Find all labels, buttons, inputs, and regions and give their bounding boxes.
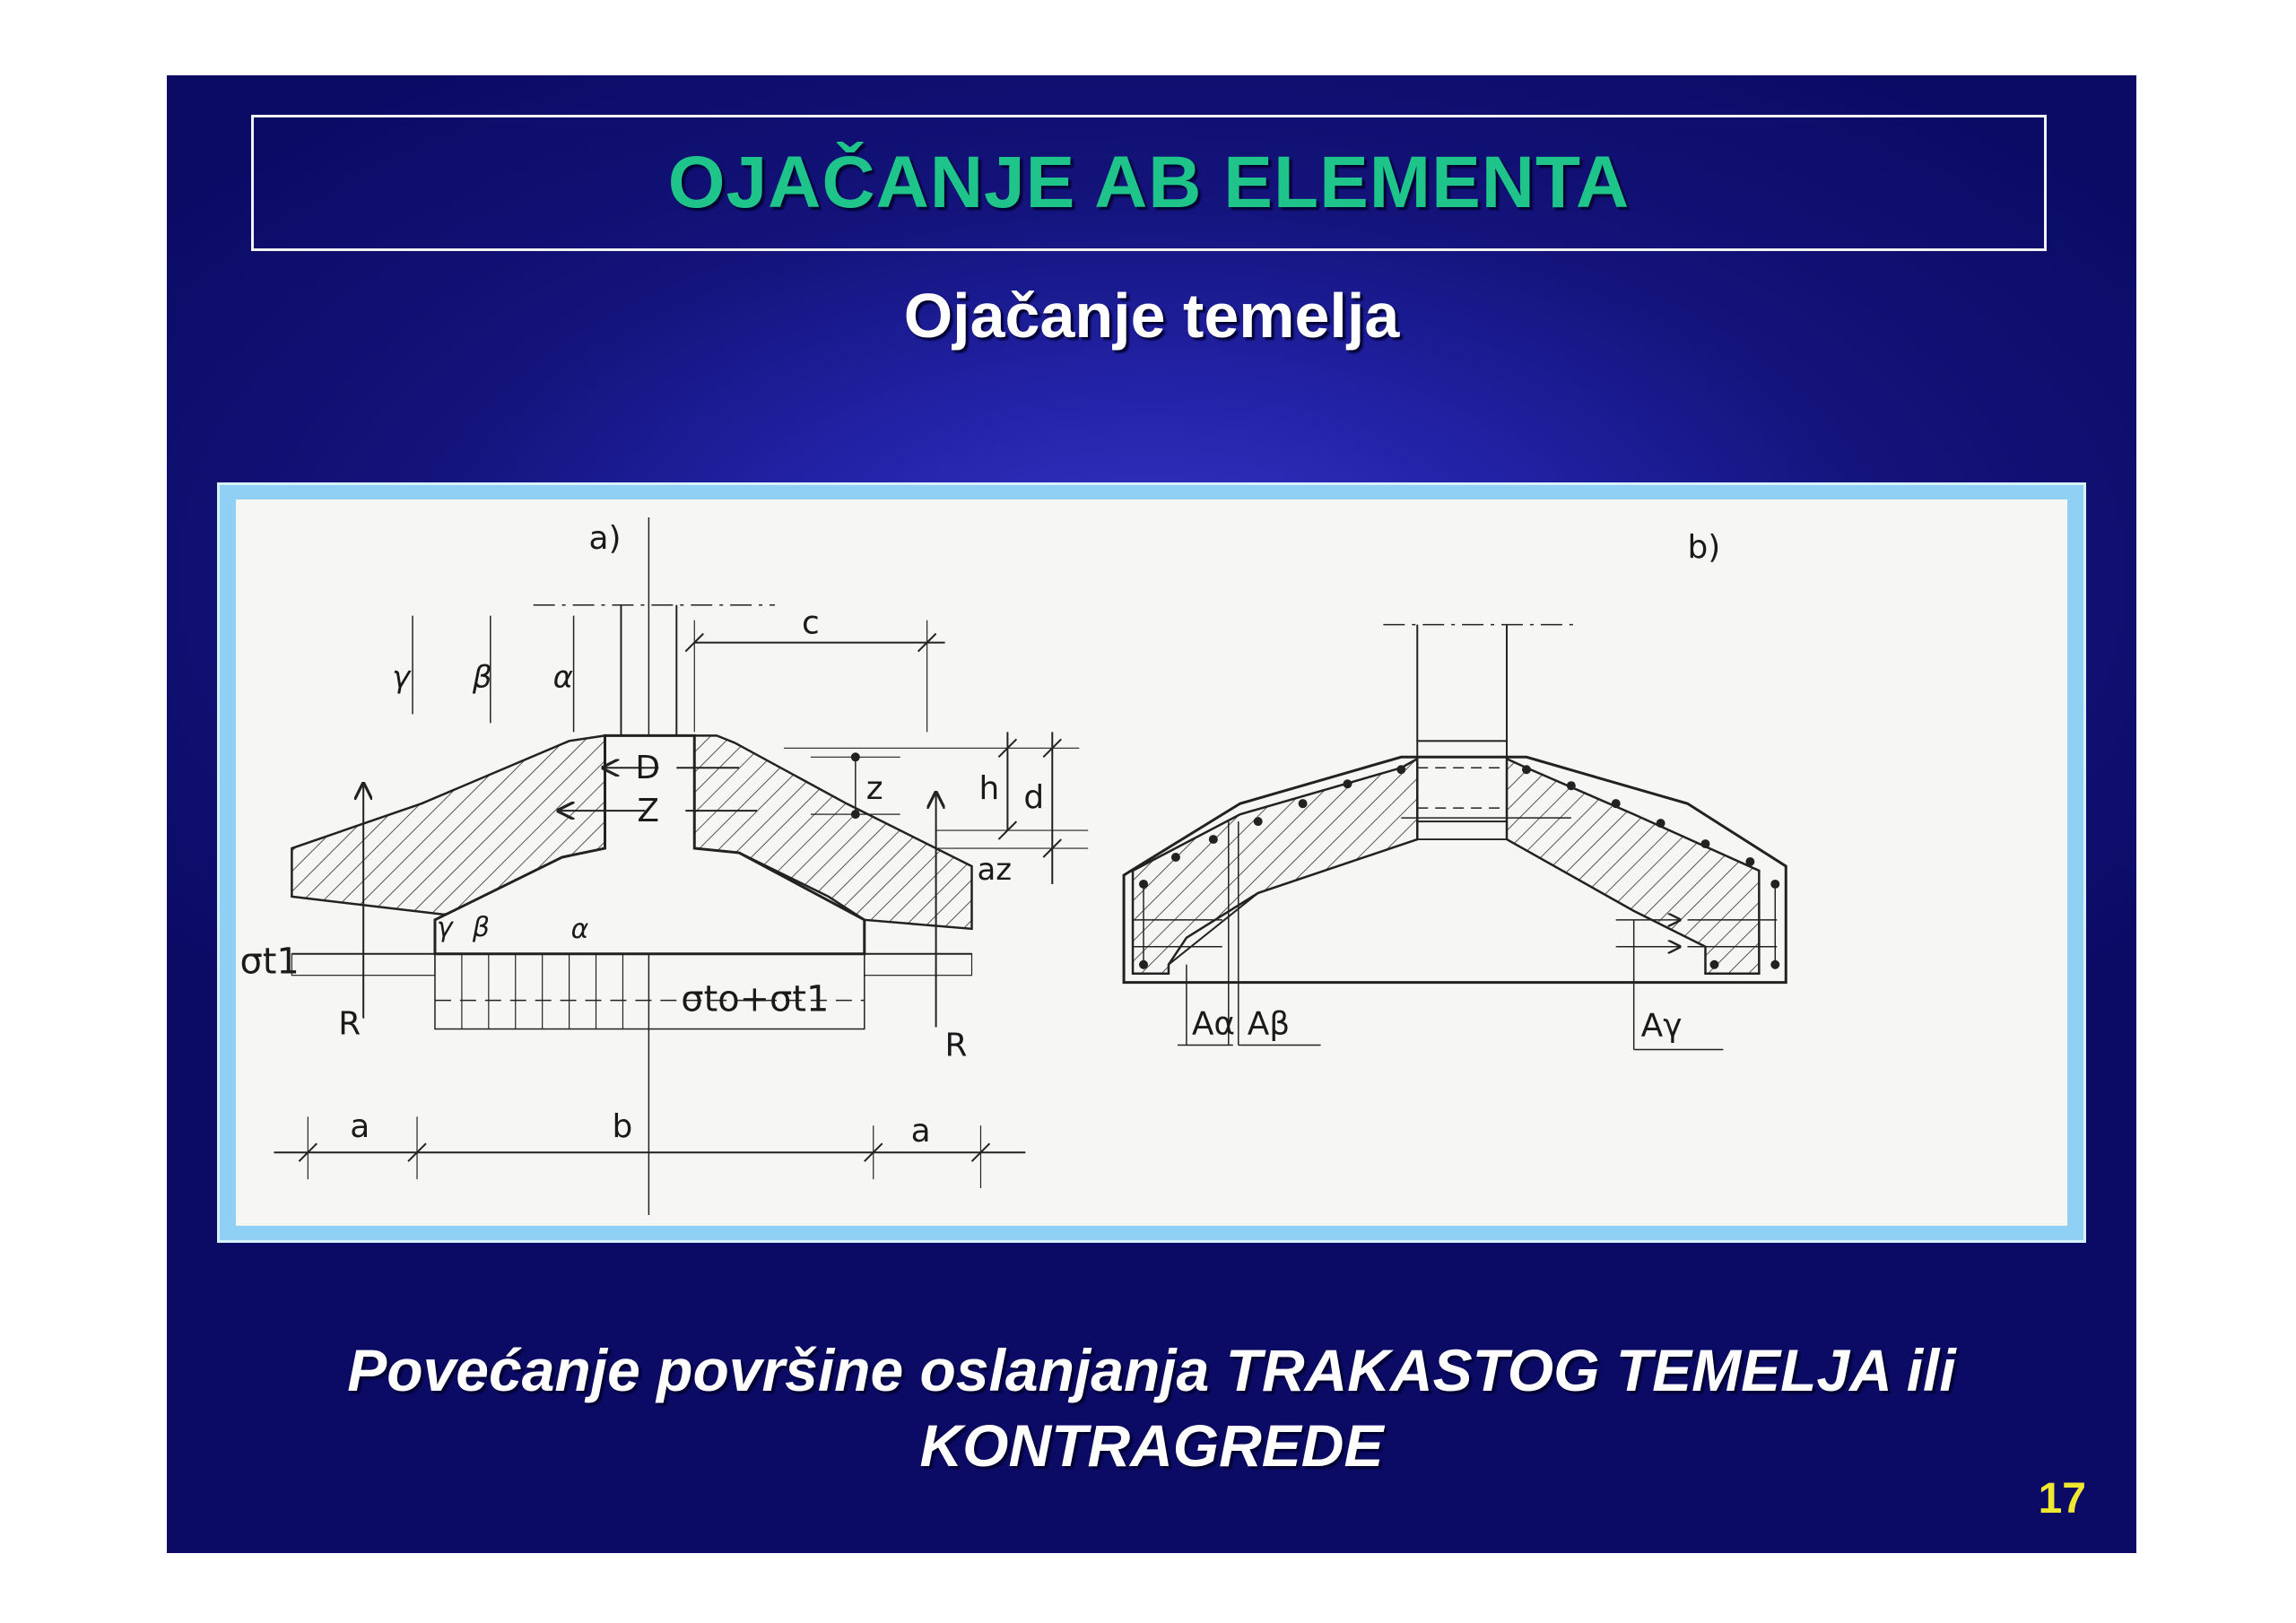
panel-a-label: a) — [588, 519, 622, 557]
reaction-R-left: R — [338, 1005, 361, 1043]
dim-d-label: d — [1023, 779, 1045, 817]
slide-caption — [167, 1332, 2136, 1483]
figure-frame — [217, 482, 2086, 1243]
angle-alpha-base: α — [570, 913, 589, 945]
technical-drawing — [236, 499, 2067, 1226]
reaction-R-right: R — [944, 1027, 968, 1064]
slide-subtitle: Ojačanje temelja — [903, 281, 1400, 351]
area-A-gamma-label: Aγ — [1640, 1007, 1683, 1045]
angle-gamma-base: γ — [436, 911, 453, 943]
angle-gamma-top: γ — [392, 659, 411, 695]
dim-a-left: a — [350, 1108, 370, 1146]
page-number: 17 — [2038, 1475, 2086, 1523]
dim-c-label: c — [801, 604, 820, 642]
dim-h-label: h — [978, 770, 1000, 808]
dim-z-label: z — [865, 770, 883, 808]
sigma-t1-label: σt1 — [239, 941, 300, 983]
drawing-a — [274, 517, 1088, 1215]
dim-Z-label: Z — [637, 793, 660, 830]
angle-beta-top: β — [472, 659, 492, 695]
drawing-b — [1124, 625, 1786, 1050]
dim-az-label: az — [977, 851, 1013, 887]
area-A-beta-label: Aβ — [1247, 1005, 1291, 1043]
angle-beta-base: β — [472, 911, 490, 943]
caption-line-1: Povećanje površine oslanjanja TRAKASTOG TEMELJA ili — [347, 1337, 1956, 1403]
dim-b-label: b — [612, 1108, 633, 1146]
caption-line-2: KONTRAGREDE — [919, 1412, 1384, 1479]
dim-a-right: a — [910, 1113, 931, 1150]
dim-D-label: D — [635, 750, 661, 787]
slide — [167, 75, 2136, 1553]
panel-b-label: b) — [1687, 528, 1721, 566]
title-box — [251, 115, 2047, 251]
slide-title: OJAČANJE AB ELEMENTA — [667, 142, 1631, 223]
area-A-alpha-label: Aα — [1191, 1005, 1236, 1043]
sigma-sum-label: σto+σt1 — [681, 978, 830, 1020]
angle-alpha-top: α — [552, 659, 574, 695]
